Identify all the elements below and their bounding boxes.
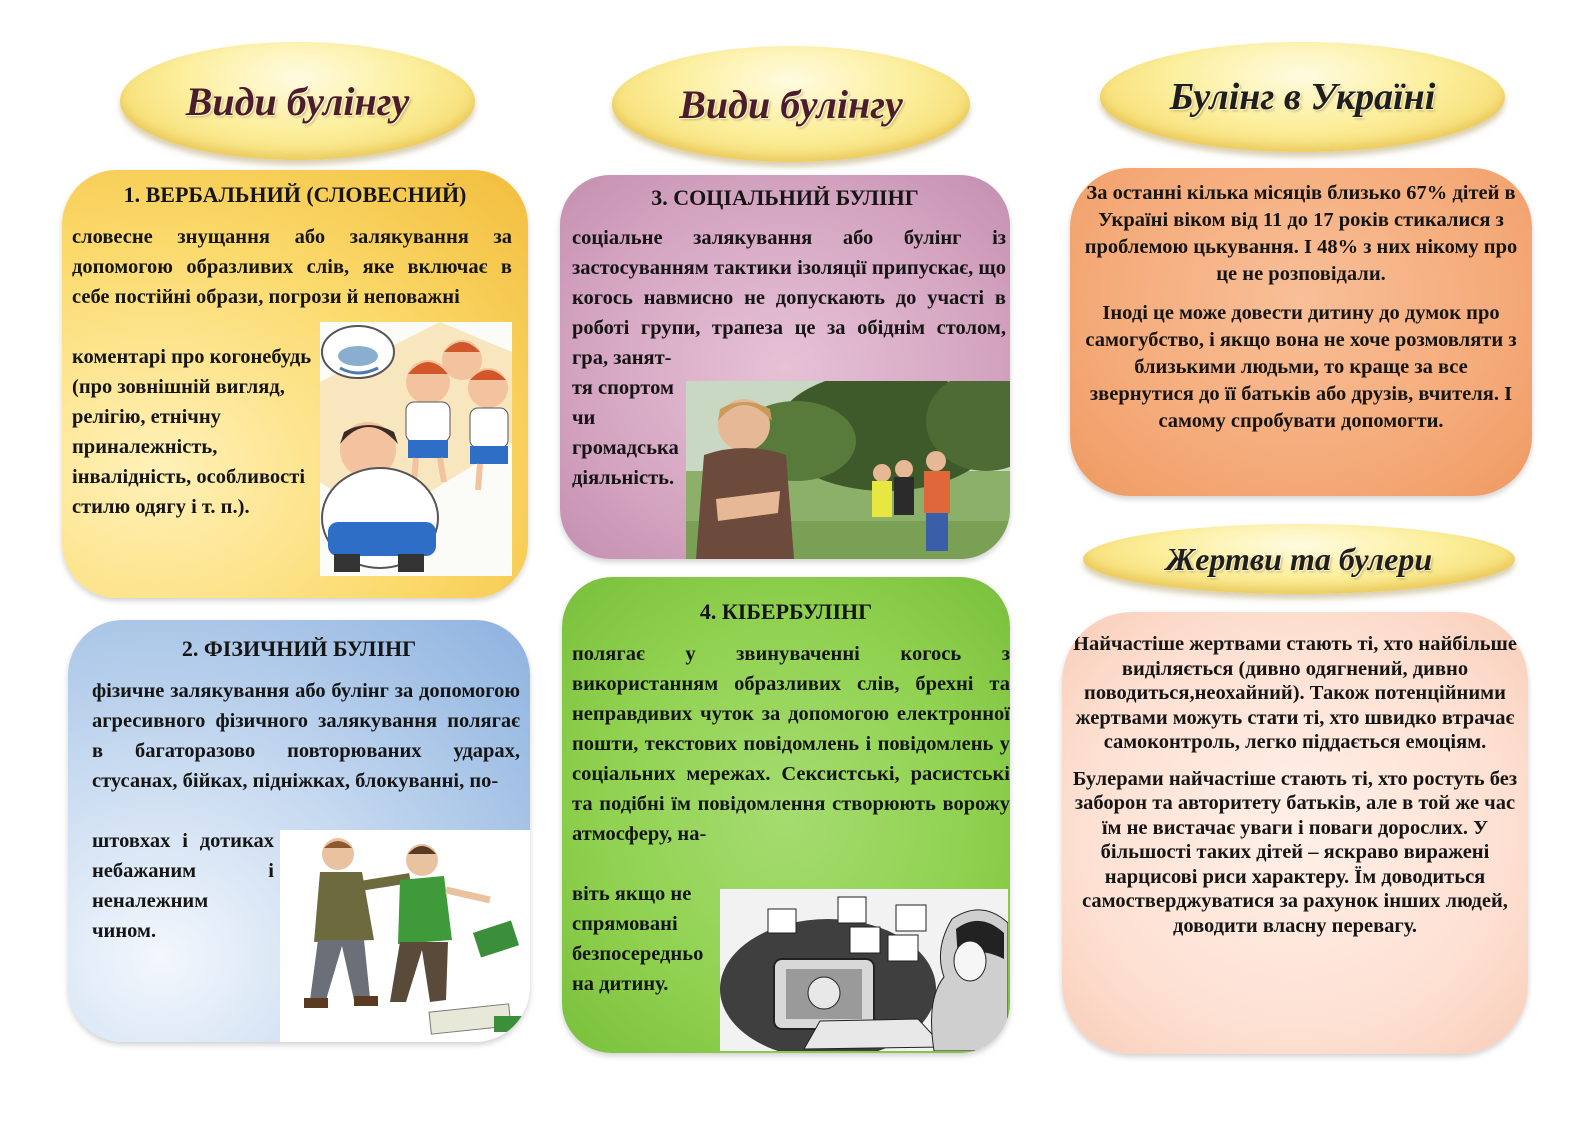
card-ukraine xyxy=(1070,168,1532,496)
verbal-heading: 1. ВЕРБАЛЬНИЙ (СЛОВЕСНИЙ) xyxy=(123,182,467,207)
title-victims: Жертви та булери xyxy=(1165,540,1433,577)
ukraine-p2: Іноді це може довести дитину до думок про самогубство, і якщо вона не хоче розмовляти з близькими людьми, то краще за все звернутися до її батьків або друзів, вчителя. І самому спробувати допомогти. xyxy=(1085,302,1517,432)
social-heading: 3. СОЦІАЛЬНИЙ БУЛІНГ xyxy=(651,185,919,210)
title-oval-left xyxy=(120,42,475,160)
ukraine-text xyxy=(1080,180,1522,435)
card-victims xyxy=(1062,612,1528,1054)
title-types-middle: Види булінгу xyxy=(679,81,903,127)
verbal-illustration xyxy=(320,322,512,576)
social-text-full: соціальне залякування або булінг із застосуванням тактики ізоляції припускає, що когось навмисно не допускають до участі в роботі групи, трапеза це за обіднім столом, гра, занят- xyxy=(572,227,1006,369)
title-oval-middle xyxy=(612,46,970,162)
cyber-heading: 4. КІБЕРБУЛІНГ xyxy=(699,599,873,624)
title-ukraine: Булінг в Україні xyxy=(1169,76,1436,118)
title-oval-victims xyxy=(1083,524,1515,594)
physical-illustration xyxy=(280,830,530,1042)
card-verbal xyxy=(62,170,528,598)
victims-p1: Найчастіше жертвами стають ті, хто найбільше виділяється (дивно одягнений, дивно поводиться,неохайний). Також потенційними жертвами можуть стати ті, хто швидко втрачає самоконтроль, легко піддається емоціям. xyxy=(1073,633,1517,753)
title-oval-ukraine xyxy=(1100,42,1505,152)
physical-text-side: штовхах і дотиках небажаним і неналежним чином. xyxy=(92,830,274,942)
card-physical xyxy=(68,620,530,1042)
cyber-illustration xyxy=(720,889,1008,1051)
verbal-text-full: словесне знущання або залякування за допомогою образливих слів, яке включає в себе постійні образи, погрози й неповажні xyxy=(72,226,512,308)
title-types-left: Види булінгу xyxy=(185,78,410,124)
victims-text xyxy=(1072,632,1518,938)
card-cyber xyxy=(562,577,1010,1053)
social-text-side: тя спортом чи громадська діяльність. xyxy=(572,377,679,489)
social-photo xyxy=(686,381,1010,559)
physical-text-full: фізичне залякування або булінг за допомогою агресивного фізичного залякування полягає в багаторазово повторюваних ударах, стусанах, бійках, підніжках, блокуванні, по- xyxy=(92,680,520,792)
cyber-text-full: полягає у звинуваченні когось з використанням образливих слів, брехні та неправдивих чуток за допомогою електронної пошти, текстових повідомлень і повідомлень у соціальних мережах. Сексистські, расистські та подібні їм повідомлення створюють ворожу атмосферу, на- xyxy=(572,643,1010,845)
card-social xyxy=(560,175,1010,559)
verbal-text-side: коментарі про когонебудь (про зовнішній вигляд, релігію, етнічну приналежність, інвалідність, особливості стилю одягу і т. п.). xyxy=(72,346,312,518)
ukraine-p1: За останні кілька місяців близько 67% дітей в Україні віком від 11 до 17 років стикалися з проблемою цькування. І 48% з них нікому про це не розповідали. xyxy=(1084,182,1518,285)
physical-heading: 2. ФІЗИЧНИЙ БУЛІНГ xyxy=(181,636,417,661)
cyber-text-side: віть якщо не спрямовані безпосередньо на дитину. xyxy=(572,883,704,995)
victims-p2: Булерами найчастіше стають ті, хто ростуть без заборон та авторитету батьків, але в той же час їм не вистачає уваги і поваги дорослих. У більшості таких дітей – яскраво виражені нарцисові риси характеру. Їм доводиться самостверджуватися за рахунок інших людей, доводити власну перевагу. xyxy=(1072,767,1518,937)
